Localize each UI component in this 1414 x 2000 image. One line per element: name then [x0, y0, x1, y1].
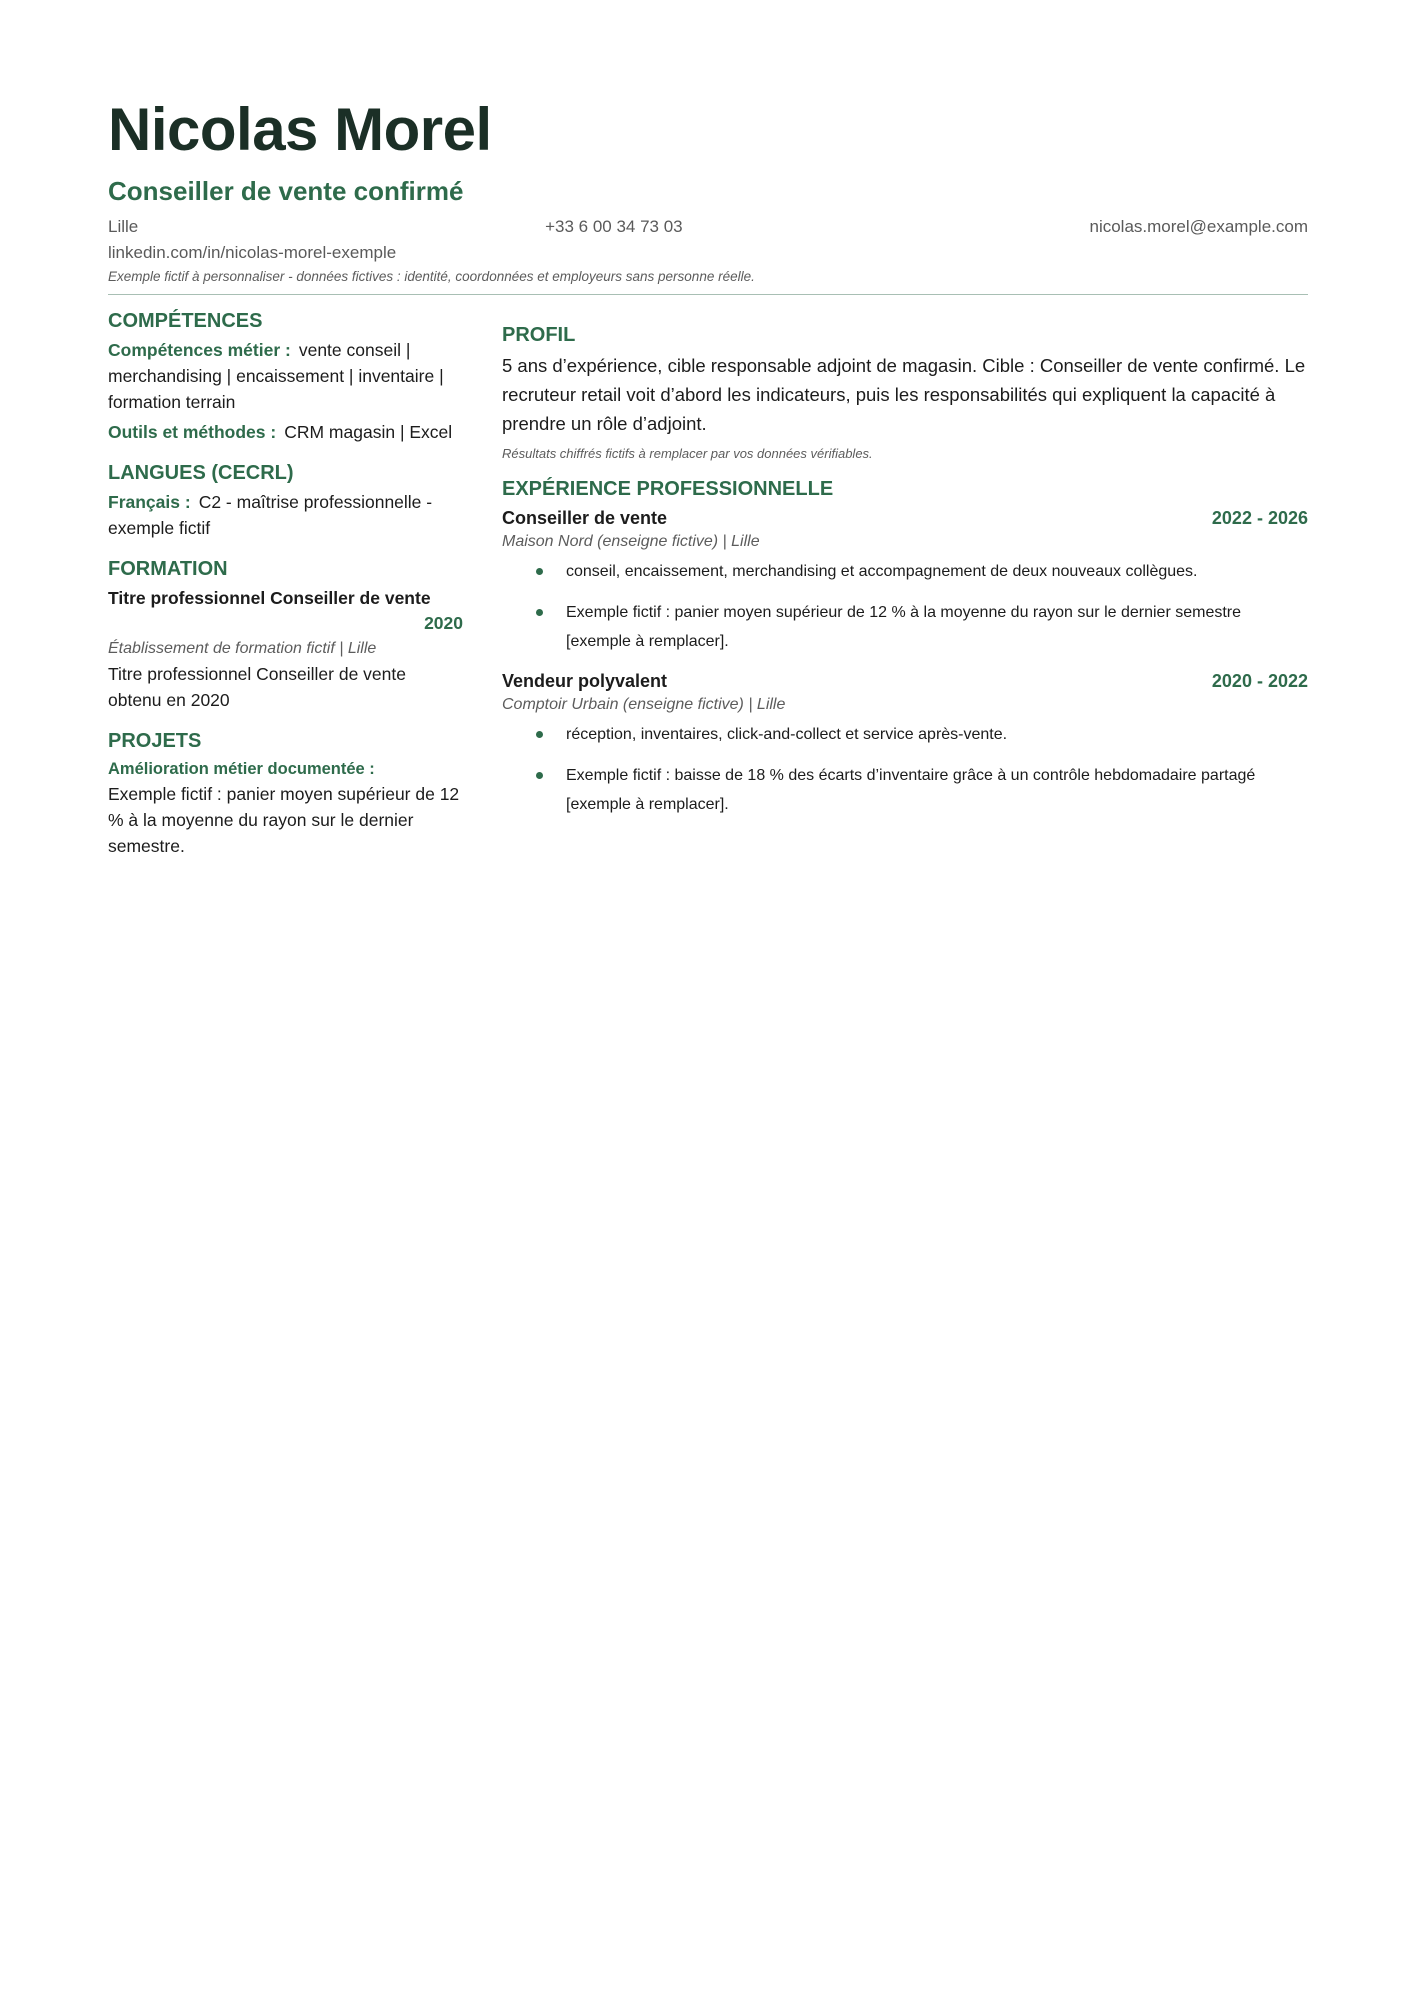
contact-city: Lille	[108, 217, 139, 237]
profile-heading: PROFIL	[502, 324, 576, 347]
skills-item-label: Outils et méthodes :	[108, 422, 277, 443]
list-item	[502, 557, 1308, 586]
skills-item	[108, 419, 463, 445]
job-dates: 2020 - 2022	[1211, 671, 1308, 692]
skills-item-value: vente conseil | merchandising | encaissement | inventaire | formation terrain	[108, 340, 444, 413]
job-header	[502, 505, 1308, 531]
list-item	[502, 598, 1308, 656]
bullet-dot-icon	[536, 772, 543, 779]
disclaimer-note: Exemple fictif à personnaliser - données fictives : identité, coordonnées et employeurs sans personne réelle.	[108, 269, 755, 285]
job-bullets	[502, 557, 1308, 656]
education-institution: Établissement de formation fictif | Lille	[108, 640, 377, 658]
skills-item-value: CRM magasin | Excel	[284, 422, 453, 443]
job-bullets	[502, 720, 1308, 819]
job-entry	[502, 505, 1308, 656]
language-label: Français :	[108, 492, 191, 513]
bullet-text: Exemple fictif : baisse de 18 % des écarts d’inventaire grâce à un contrôle hebdomadaire partagé [exemple à remplacer].	[566, 767, 1256, 814]
job-title: Conseiller de vente	[502, 508, 668, 529]
bullet-text: conseil, encaissement, merchandising et accompagnement de deux nouveaux collègues.	[566, 563, 1198, 581]
list-item	[502, 720, 1308, 749]
bullet-text: Exemple fictif : panier moyen supérieur de 12 % à la moyenne du rayon sur le dernier semestre [exemple à remplacer].	[566, 604, 1242, 651]
project-description: Exemple fictif : panier moyen supérieur de 12 % à la moyenne du rayon sur le dernier semestre.	[108, 784, 460, 857]
job-organization: Comptoir Urbain (enseigne fictive) | Lille	[502, 696, 786, 714]
right-column	[502, 295, 1308, 859]
education-heading: FORMATION	[108, 558, 228, 581]
resume-page	[108, 96, 1308, 859]
bullet-dot-icon	[536, 731, 543, 738]
skills-heading: COMPÉTENCES	[108, 310, 263, 333]
bullet-dot-icon	[536, 609, 543, 616]
languages-heading: LANGUES (CECRL)	[108, 462, 294, 485]
job-title-heading: Conseiller de vente confirmé	[108, 176, 464, 206]
contact-linkedin[interactable]: linkedin.com/in/nicolas-morel-exemple	[108, 243, 397, 263]
bullet-dot-icon	[536, 568, 543, 575]
skills-item	[108, 337, 463, 415]
job-dates: 2022 - 2026	[1211, 508, 1308, 529]
job-title: Vendeur polyvalent	[502, 671, 668, 692]
profile-note: Résultats chiffrés fictifs à remplacer par vos données vérifiables.	[502, 446, 873, 462]
candidate-name: Nicolas Morel	[108, 96, 492, 163]
education-description: Titre professionnel Conseiller de vente obtenu en 2020	[108, 664, 406, 711]
job-organization: Maison Nord (enseigne fictive) | Lille	[502, 533, 760, 551]
bullet-text: réception, inventaires, click-and-collect et service après-vente.	[566, 726, 1008, 744]
contact-row	[108, 217, 1308, 237]
list-item	[502, 761, 1308, 819]
experience-heading: EXPÉRIENCE PROFESSIONNELLE	[502, 478, 834, 501]
project-title: Amélioration métier documentée :	[108, 760, 375, 779]
skills-item-label: Compétences métier :	[108, 340, 291, 361]
job-entry	[502, 668, 1308, 819]
education-title: Titre professionnel Conseiller de vente	[108, 588, 431, 609]
contact-email[interactable]: nicolas.morel@example.com	[1089, 217, 1308, 237]
left-column	[108, 295, 463, 859]
language-item	[108, 489, 463, 541]
education-year: 2020	[424, 613, 463, 634]
contact-phone: +33 6 00 34 73 03	[545, 217, 683, 237]
profile-text: 5 ans d’expérience, cible responsable adjoint de magasin. Cible : Conseiller de vente confirmé. Le recruteur retail voit d’abord les indicateurs, puis les responsabilités qui expliquent la capacité à prendre un rôle d’adjoint.	[502, 355, 1306, 435]
projects-heading: PROJETS	[108, 730, 202, 753]
language-value: C2 - maîtrise professionnelle - exemple fictif	[108, 492, 433, 539]
content-columns	[108, 295, 1308, 859]
job-header	[502, 668, 1308, 694]
